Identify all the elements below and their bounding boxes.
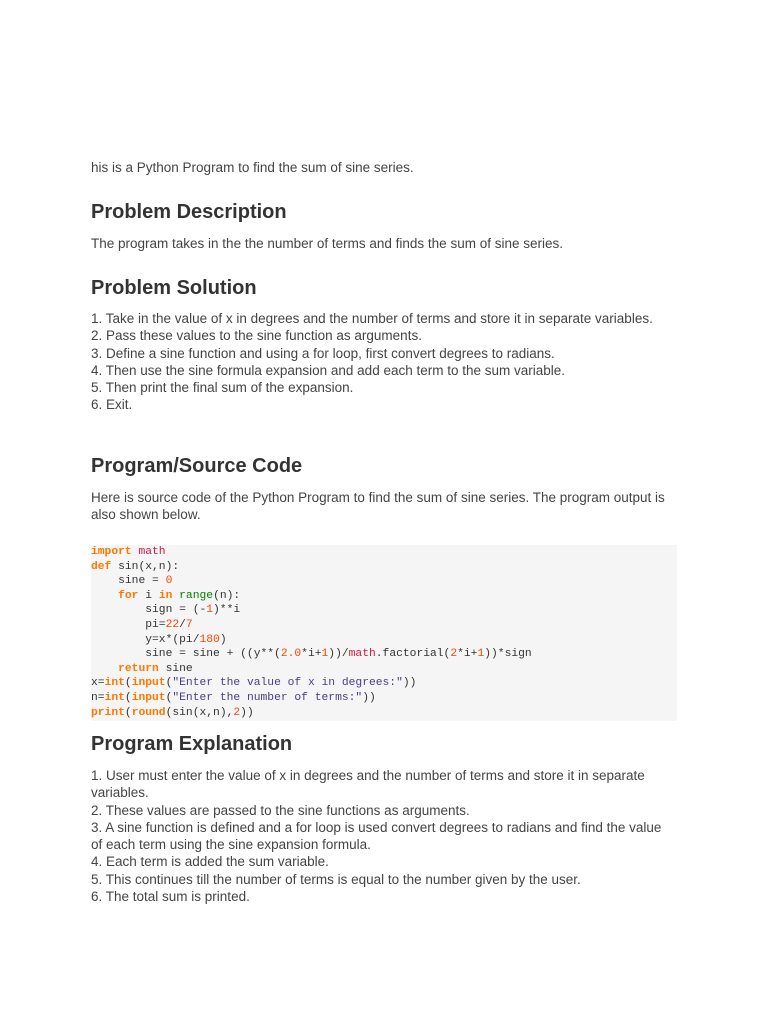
code-line: n=int(input("Enter the number of terms:")) [91,691,376,704]
list-item: 6. Exit. [91,397,133,413]
source-code-intro: Here is source code of the Python Program to find the sum of sine series. The program output is also shown below. [91,490,665,522]
heading-program-explanation: Program Explanation [91,733,293,755]
code-line: x=int(input("Enter the value of x in degrees:")) [91,677,417,690]
list-item: 2. These values are passed to the sine functions as arguments. [91,802,470,818]
code-line: for i in range(n): [118,589,241,602]
explanation-list [91,767,671,905]
heading-problem-description: Problem Description [91,201,287,223]
list-item: 4. Then use the sine formula expansion and add each term to the sum variable. [91,362,566,378]
code-line: import math [91,546,166,558]
heading-source-code: Program/Source Code [91,455,303,477]
list-item: 4. Each term is added the sum variable. [91,854,329,870]
list-item: 6. The total sum is printed. [91,889,250,905]
code-line: def sin(x,n): [91,560,180,573]
list-item: 1. User must enter the value of x in degrees and the number of terms and store it in separate variables. [91,768,645,801]
list-item: 3. Define a sine function and using a for loop, first convert degrees to radians. [91,345,555,361]
code-line: sine = sine + ((y**(2.0*i+1))/math.factorial(2*i+1))*sign [91,648,532,661]
problem-description-text: The program takes in the the number of terms and finds the sum of sine series. [91,236,563,251]
list-item: 5. Then print the final sum of the expansion. [91,380,354,396]
code-line: print(round(sin(x,n),2)) [91,706,254,719]
solution-list [91,310,671,414]
code-line: sine = 0 [91,575,173,588]
code-line: sign = (-1)**i [91,604,241,617]
code-line: pi=22/7 [91,618,193,631]
list-item: 2. Pass these values to the sine function as arguments. [91,328,422,344]
code-block [91,545,677,721]
list-item: 5. This continues till the number of terms is equal to the number given by the user. [91,871,581,887]
list-item: 1. Take in the value of x in degrees and the number of terms and store it in separate variables. [91,311,653,326]
code-line: return sine [118,662,193,675]
heading-problem-solution: Problem Solution [91,277,257,299]
code-line: y=x*(pi/180) [91,633,227,646]
intro-text: his is a Python Program to find the sum of sine series. [91,160,414,175]
list-item: 3. A sine function is defined and a for loop is used convert degrees to radians and find the value of each term using the sine expansion formula. [91,819,662,853]
